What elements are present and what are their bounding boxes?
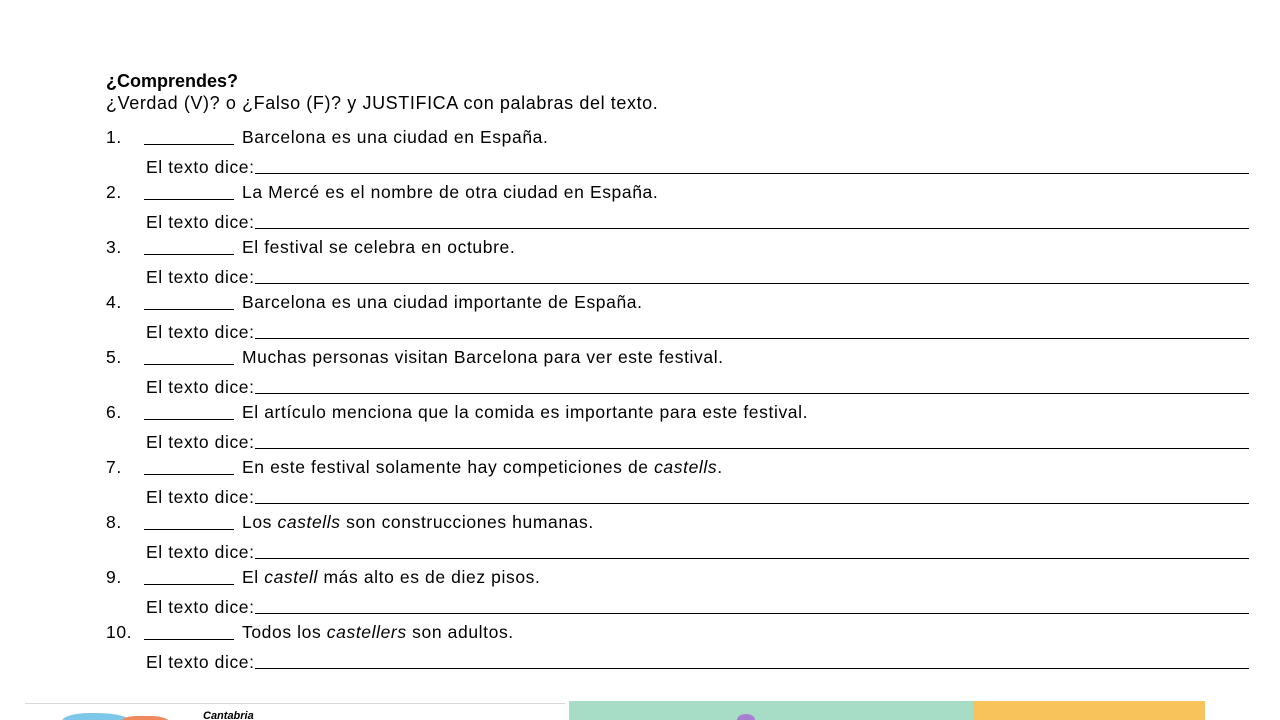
answer-label: El texto dice:: [146, 157, 255, 177]
question-line: [106, 508, 594, 536]
question-line: [106, 123, 548, 151]
question-number: 10.: [106, 621, 133, 642]
answer-blank[interactable]: [255, 595, 1249, 614]
question-line: [106, 288, 643, 316]
answer-label: El texto dice:: [146, 487, 255, 507]
question-line: [106, 453, 723, 481]
justification-line: [146, 646, 1249, 672]
answer-blank[interactable]: [255, 265, 1249, 284]
statement-text: son adultos.: [406, 621, 514, 642]
justification-line: [146, 481, 1249, 507]
question-number: 8.: [106, 511, 122, 532]
region-label: Cantabria: [203, 710, 254, 720]
answer-blank[interactable]: [255, 650, 1249, 669]
statement-text: Los: [242, 511, 278, 532]
justification-line: [146, 261, 1249, 287]
true-false-blank[interactable]: [144, 621, 234, 640]
map-region-shape: [973, 701, 1205, 720]
next-slide-map-right: [569, 701, 1205, 720]
true-false-blank[interactable]: [144, 236, 234, 255]
question-number: 3.: [106, 236, 122, 257]
answer-blank[interactable]: [255, 485, 1249, 504]
true-false-blank[interactable]: [144, 456, 234, 475]
question-number: 4.: [106, 291, 122, 312]
question-statement: Barcelona es una ciudad en España.: [242, 126, 549, 147]
true-false-blank[interactable]: [144, 346, 234, 365]
statement-text: más alto es de diez pisos.: [318, 566, 541, 587]
question-statement: [242, 512, 594, 533]
question-item: [106, 618, 1249, 673]
answer-blank[interactable]: [255, 540, 1249, 559]
question-list: [106, 123, 1249, 673]
map-region-shape: [737, 714, 755, 720]
answer-label: El texto dice:: [146, 597, 255, 617]
next-slide-map-left: [25, 703, 565, 720]
answer-label: El texto dice:: [146, 377, 255, 397]
question-line: [106, 233, 515, 261]
worksheet-header: [106, 70, 658, 114]
question-item: [106, 233, 1249, 288]
true-false-blank[interactable]: [144, 291, 234, 310]
question-item: [106, 123, 1249, 178]
question-statement: La Mercé es el nombre de otra ciudad en España.: [242, 181, 659, 202]
true-false-blank[interactable]: [144, 566, 234, 585]
question-item: [106, 453, 1249, 508]
instructions: ¿Verdad (V)? o ¿Falso (F)? y JUSTIFICA con palabras del texto.: [106, 93, 659, 113]
answer-label: El texto dice:: [146, 212, 255, 232]
question-item: [106, 343, 1249, 398]
true-false-blank[interactable]: [144, 401, 234, 420]
region-shape: [121, 716, 171, 720]
answer-label: El texto dice:: [146, 542, 255, 562]
question-number: 6.: [106, 401, 122, 422]
statement-text: son construcciones humanas.: [340, 511, 594, 532]
true-false-blank[interactable]: [144, 181, 234, 200]
question-number: 1.: [106, 126, 122, 147]
question-line: [106, 618, 514, 646]
question-statement: Barcelona es una ciudad importante de España.: [242, 291, 643, 312]
true-false-blank[interactable]: [144, 126, 234, 145]
italic-term: castell: [264, 566, 319, 587]
answer-blank[interactable]: [255, 430, 1249, 449]
justification-line: [146, 206, 1249, 232]
question-item: [106, 563, 1249, 618]
justification-line: [146, 151, 1249, 177]
question-line: [106, 343, 724, 371]
justification-line: [146, 371, 1249, 397]
statement-text: Todos los: [242, 621, 327, 642]
answer-label: El texto dice:: [146, 652, 255, 672]
answer-label: El texto dice:: [146, 267, 255, 287]
italic-term: castells: [277, 511, 341, 532]
statement-text: El: [242, 566, 265, 587]
justification-line: [146, 591, 1249, 617]
question-item: [106, 508, 1249, 563]
question-item: [106, 288, 1249, 343]
question-line: [106, 398, 808, 426]
answer-label: El texto dice:: [146, 432, 255, 452]
question-statement: [242, 457, 723, 478]
italic-term: castells: [654, 456, 718, 477]
question-statement: El artículo menciona que la comida es importante para este festival.: [242, 401, 809, 422]
justification-line: [146, 536, 1249, 562]
page-title: ¿Comprendes?: [106, 71, 239, 91]
answer-blank[interactable]: [255, 155, 1249, 174]
question-statement: [242, 567, 540, 588]
question-number: 5.: [106, 346, 122, 367]
question-statement: El festival se celebra en octubre.: [242, 236, 516, 257]
question-line: [106, 178, 658, 206]
answer-blank[interactable]: [255, 210, 1249, 229]
question-statement: Muchas personas visitan Barcelona para ver este festival.: [242, 346, 724, 367]
justification-line: [146, 426, 1249, 452]
answer-blank[interactable]: [255, 375, 1249, 394]
question-item: [106, 178, 1249, 233]
statement-text: .: [717, 456, 723, 477]
answer-label: El texto dice:: [146, 322, 255, 342]
italic-term: castellers: [326, 621, 407, 642]
question-line: [106, 563, 540, 591]
true-false-blank[interactable]: [144, 511, 234, 530]
question-item: [106, 398, 1249, 453]
question-number: 7.: [106, 456, 122, 477]
question-statement: [242, 622, 514, 643]
question-number: 2.: [106, 181, 122, 202]
answer-blank[interactable]: [255, 320, 1249, 339]
statement-text: En este festival solamente hay competiciones de: [242, 456, 655, 477]
question-number: 9.: [106, 566, 122, 587]
justification-line: [146, 316, 1249, 342]
